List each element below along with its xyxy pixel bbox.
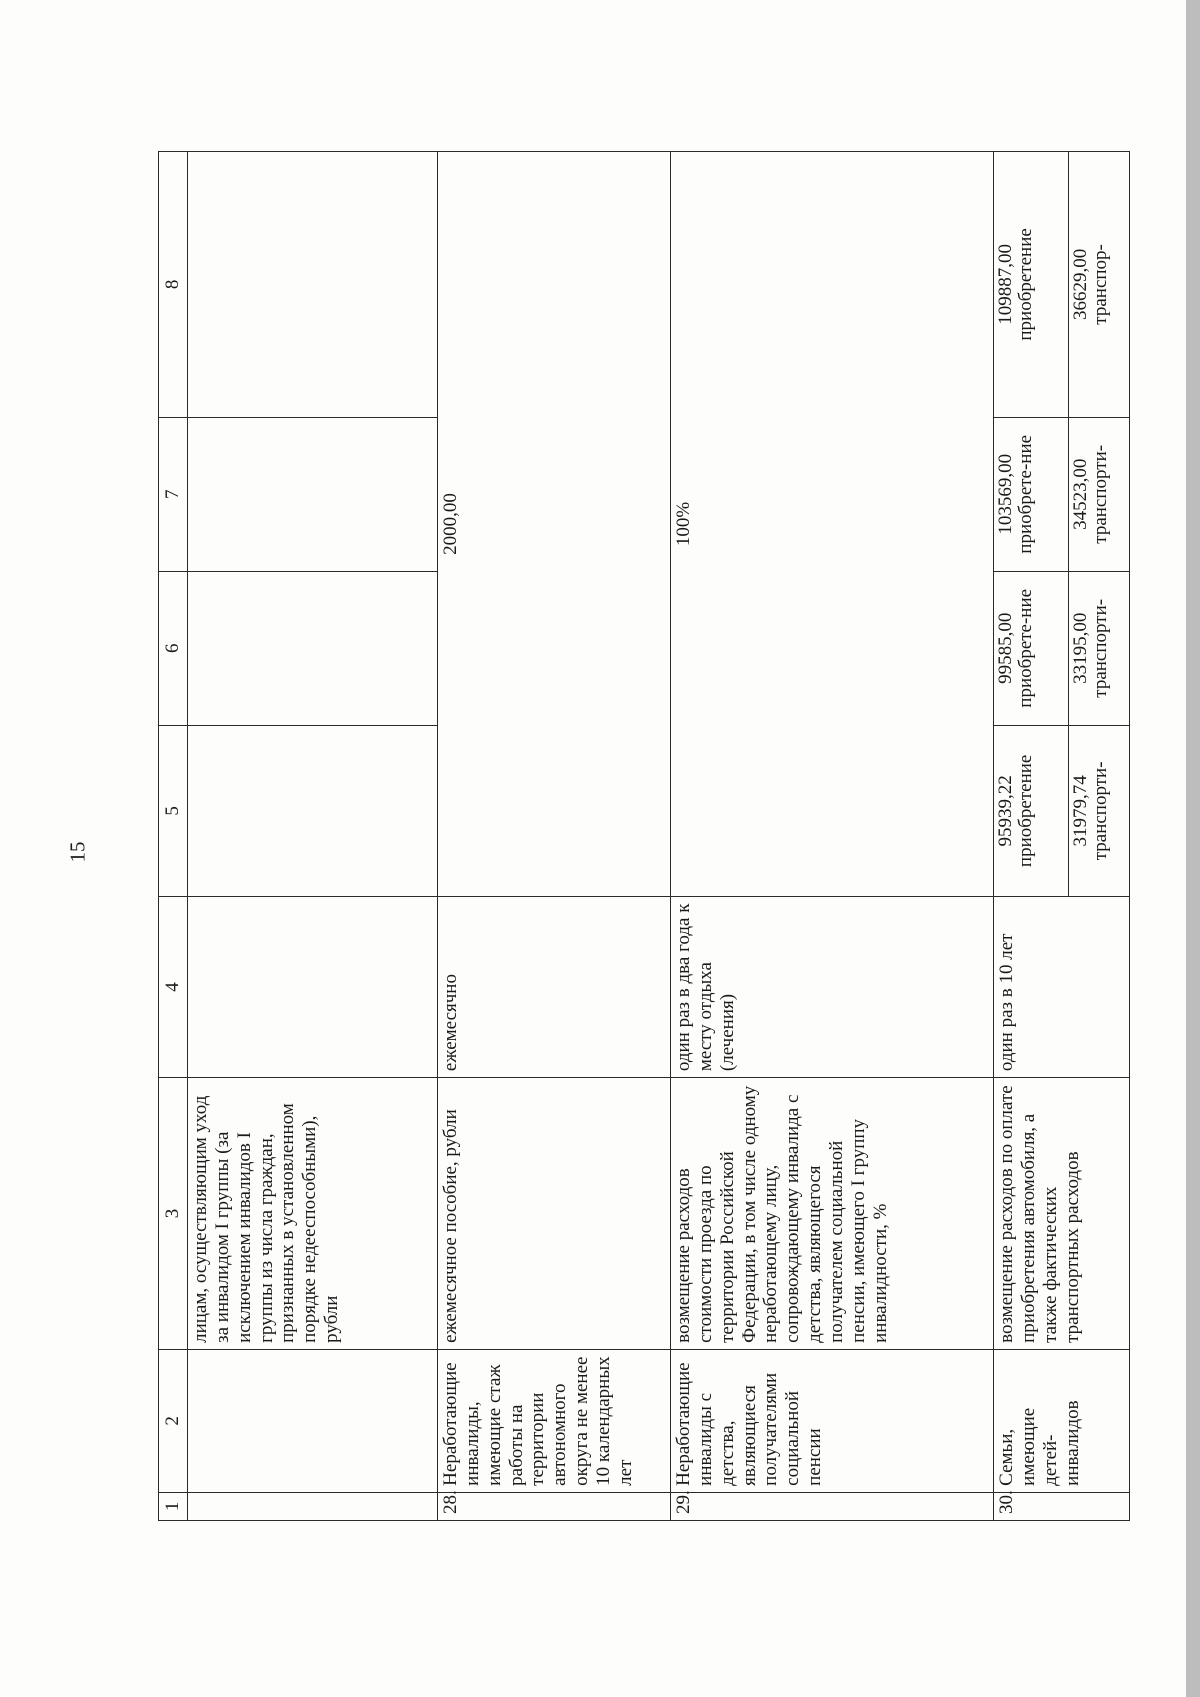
measure-cell: лицам, осуществляющим уход за инвалидом I группы (за исключением инвалидов I группы из числа граждан, признанных в установленном порядке недееспособными), рубли	[188, 1078, 438, 1350]
amount-value: 109887,00	[995, 244, 1016, 325]
amount-value: 34523,00	[1070, 458, 1091, 530]
frequency-cell: один раз в два года к месту отдыха (лечения)	[671, 896, 994, 1077]
measure-cell: ежемесячное пособие, рубли	[438, 1078, 671, 1350]
amount-label: приобрете-ние	[1014, 588, 1036, 708]
amount-value: 103569,00	[995, 453, 1016, 535]
purchase-amount-cell	[994, 725, 1069, 896]
measure-cell: возмещение расходов по оплате приобретения автомобиля, а также фактических транспортных расходов	[994, 1078, 1130, 1350]
transport-amount-cell	[1069, 417, 1130, 571]
transport-amount-cell	[1069, 571, 1130, 725]
amount-label: приобретение	[1014, 754, 1036, 868]
amount-cell: 2000,00	[438, 152, 671, 897]
page-number: 15	[65, 841, 90, 863]
amount-label: приобрете-ние	[1014, 434, 1036, 554]
transport-amount-cell	[1069, 152, 1130, 418]
row-number-cell: 30.	[994, 1492, 1130, 1520]
column-number: 1	[159, 1492, 188, 1520]
benefits-table	[158, 151, 1130, 1521]
amount-label: приобретение	[1014, 228, 1036, 341]
column-number: 3	[159, 1078, 188, 1350]
purchase-amount-cell	[994, 152, 1069, 418]
amount-label: транспорти-	[1089, 761, 1111, 861]
row-number-cell: 29.	[671, 1492, 994, 1520]
table-row-30-purchase	[994, 152, 1069, 1521]
category-cell: Семьи, имеющие детей-инвалидов	[994, 1349, 1130, 1492]
table-cell	[188, 152, 438, 418]
measure-cell: возмещение расходов стоимости проезда по территории Российской Федерации, в том числе одному неработающему лицу, сопровождающему инвалида с детства, являющегося получателем социальной пенсии, имеющего I группу инвалидности, %	[671, 1078, 994, 1350]
table-row-continuation	[188, 152, 438, 1521]
frequency-cell: ежемесячно	[438, 896, 671, 1077]
table-row-28	[438, 152, 671, 1521]
purchase-amount-cell	[994, 571, 1069, 725]
table-cell	[188, 571, 438, 725]
amount-value: 95939,22	[995, 775, 1016, 847]
column-number: 2	[159, 1349, 188, 1492]
amount-label: транспор-	[1089, 244, 1111, 325]
amount-value: 33195,00	[1070, 612, 1091, 684]
column-number-row	[159, 152, 188, 1521]
amount-value: 36629,00	[1070, 248, 1091, 321]
rotated-table-wrapper	[158, 151, 1109, 1521]
column-number: 6	[159, 571, 188, 725]
column-number: 7	[159, 417, 188, 571]
amount-value: 31979,74	[1070, 775, 1091, 847]
amount-label: транспорти-	[1089, 444, 1111, 544]
table-cell	[188, 896, 438, 1077]
amount-cell: 100%	[671, 152, 994, 897]
category-cell: Неработающие инвалиды, имеющие стаж работы на территории автономного округа не менее 10 календарных лет	[438, 1349, 671, 1492]
purchase-amount-cell	[994, 417, 1069, 571]
table-cell	[188, 725, 438, 896]
table-row-29	[671, 152, 994, 1521]
row-number-cell: 28.	[438, 1492, 671, 1520]
amount-label: транспорти-	[1089, 598, 1111, 698]
amount-value: 99585,00	[995, 612, 1016, 684]
column-number: 5	[159, 725, 188, 896]
category-cell: Неработающие инвалиды с детства, являющиеся получателями социальной пенсии	[671, 1349, 994, 1492]
column-number: 4	[159, 896, 188, 1077]
table-cell	[188, 417, 438, 571]
table-cell	[188, 1349, 438, 1492]
frequency-cell: один раз в 10 лет	[994, 896, 1130, 1077]
transport-amount-cell	[1069, 725, 1130, 896]
table-cell	[188, 1492, 438, 1520]
column-number: 8	[159, 152, 188, 418]
